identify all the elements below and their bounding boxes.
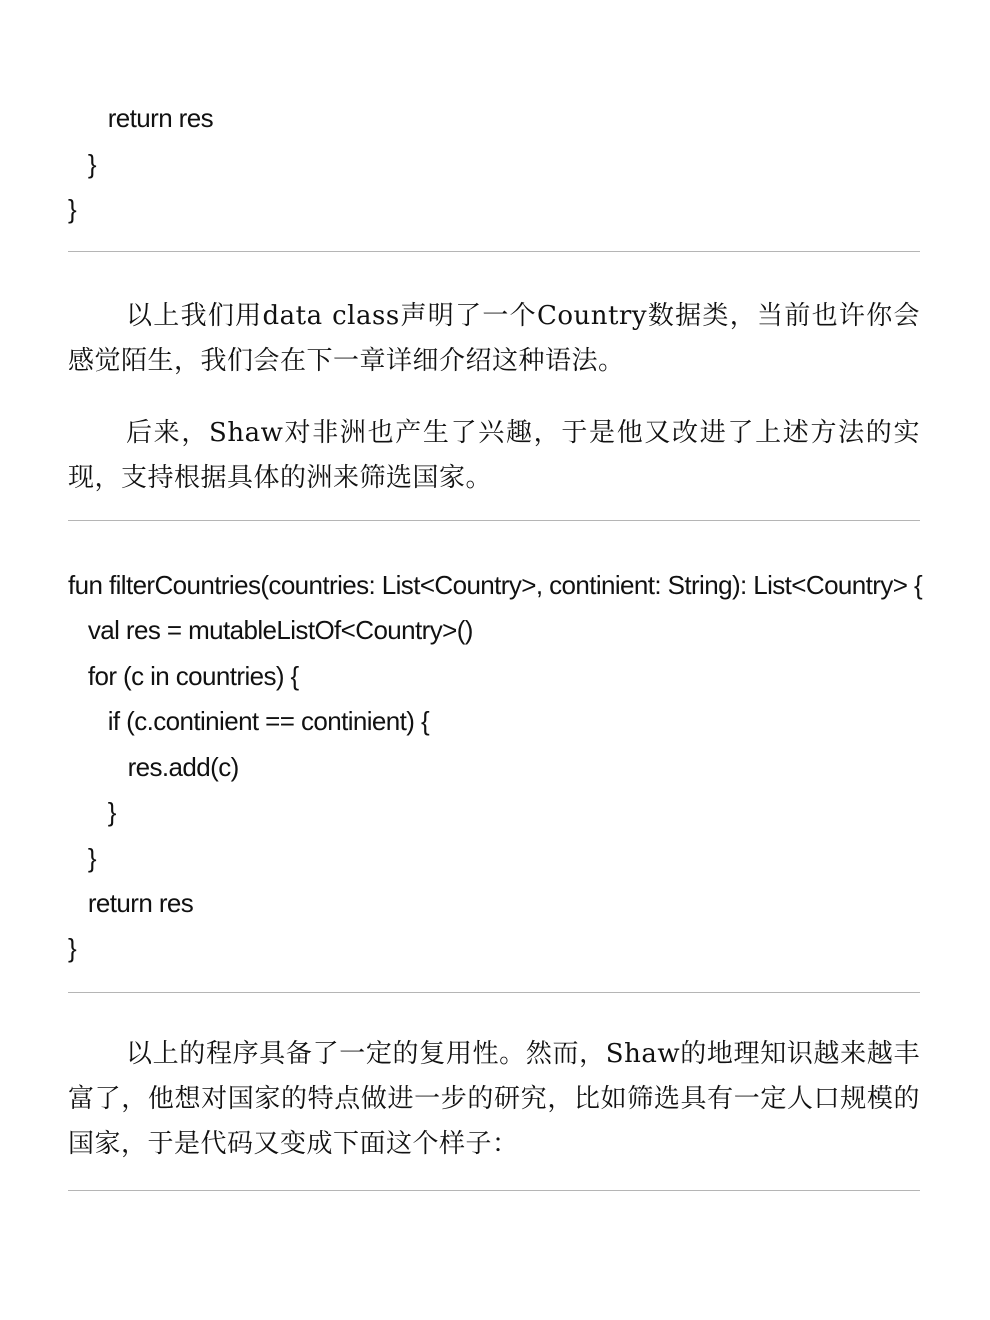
code-line: } [68, 149, 96, 179]
code-line: val res = mutableListOf<Country>() [68, 615, 473, 645]
divider [68, 1190, 920, 1191]
divider [68, 520, 920, 521]
divider [68, 251, 920, 252]
code-line: return res [68, 103, 214, 133]
code-line: } [68, 933, 77, 963]
paragraph-continent-filter: 后来，Shaw对非洲也产生了兴趣，于是他又改进了上述方法的实现，支持根据具体的洲来筛选国家。 [68, 418, 920, 493]
code-line: res.add(c) [68, 752, 239, 782]
code-line: } [68, 797, 116, 827]
code-line: } [68, 843, 96, 873]
code-line: if (c.continient == continient) { [68, 706, 430, 736]
code-line: for (c in countries) { [68, 661, 299, 691]
divider [68, 992, 920, 993]
code-line: } [68, 194, 77, 224]
paragraph-data-class: 以上我们用data class声明了一个Country数据类，当前也许你会感觉陌生，我们会在下一章详细介绍这种语法。 [68, 301, 920, 376]
paragraph-reusability: 以上的程序具备了一定的复用性。然而，Shaw的地理知识越来越丰富了，他想对国家的特点做进一步的研究，比如筛选具有一定人口规模的国家，于是代码又变成下面这个样子： [68, 1039, 920, 1159]
code-line: fun filterCountries(countries: List<Country>, continient: String): List<Country> { [68, 570, 923, 600]
code-line: return res [68, 888, 194, 918]
